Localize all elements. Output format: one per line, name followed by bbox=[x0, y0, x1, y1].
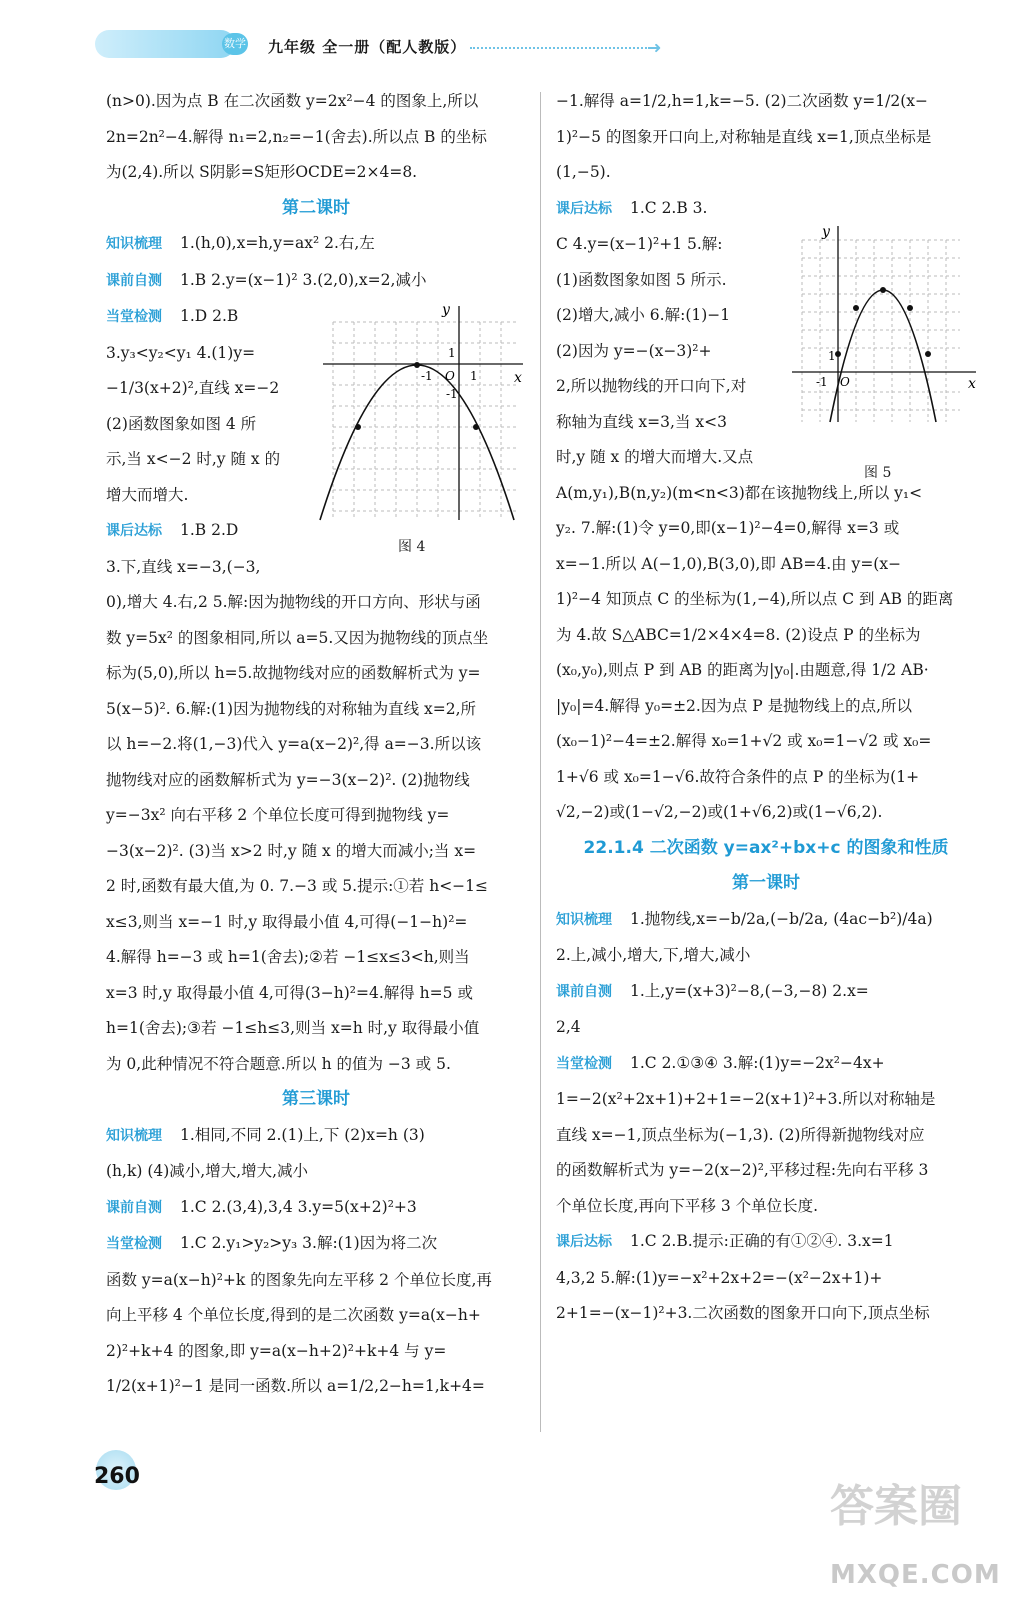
text-line: x=−1.所以 A(−1,0),B(3,0),即 AB=4.由 y=(x− bbox=[556, 554, 902, 573]
answer-text: 1.D 2.B bbox=[180, 307, 239, 325]
text-line: x=3 时,y 取得最小值 4,可得(3−h)²=4.解得 h=5 或 bbox=[106, 983, 473, 1002]
tick-label: -1 bbox=[446, 387, 458, 401]
answer-text: 1.C 2.y₁>y₂>y₃ 3.解:(1)因为将二次 bbox=[180, 1234, 438, 1252]
text-line: −1/3(x+2)²,直线 x=−2 bbox=[106, 379, 280, 397]
figure-5-caption: 图 5 bbox=[864, 465, 892, 481]
answer-text: 1.C 2.B 3. bbox=[630, 198, 708, 217]
tag-label: 课前自测 bbox=[556, 983, 612, 1000]
tag-label: 知识梳理 bbox=[556, 911, 612, 928]
answer-text: 1.B 2.D bbox=[180, 521, 239, 539]
text-line: y=−3x² 向右平移 2 个单位长度可得到抛物线 y= bbox=[106, 806, 450, 824]
curve-point bbox=[835, 351, 841, 357]
section-title-lesson2: 第二课时 bbox=[282, 197, 350, 218]
text-line: h=1(舍去);③若 −1≤h≤3,则当 x=h 时,y 取得最小值 bbox=[106, 1019, 480, 1037]
text-line: 2n=2n²−4.解得 n₁=2,n₂=−1(舍去).所以点 B 的坐标 bbox=[106, 127, 487, 146]
text-line: (x₀−1)²−4=±2.解得 x₀=1+√2 或 x₀=1−√2 或 x₀= bbox=[556, 732, 932, 750]
grid bbox=[802, 240, 960, 422]
figure-4-caption: 图 4 bbox=[398, 539, 426, 555]
axis-label-x: x bbox=[968, 376, 976, 392]
text-line: −3(x−2)². (3)当 x>2 时,y 随 x 的增大而减小;当 x= bbox=[106, 841, 477, 860]
text-line: (1,−5). bbox=[556, 163, 611, 181]
tick-label: 1 bbox=[828, 349, 836, 363]
text-line: (n>0).因为点 B 在二次函数 y=2x²−4 的图象上,所以 bbox=[106, 92, 479, 110]
text-line bbox=[556, 974, 976, 1011]
text-line: 3.y₃<y₂<y₁ 4.(1)y= bbox=[106, 343, 256, 362]
text-line: 5(x−5)². 6.解:(1)因为抛物线的对称轴为直线 x=2,所 bbox=[106, 699, 477, 718]
text-line: 示,当 x<−2 时,y 随 x 的 bbox=[106, 450, 281, 468]
text-line: 1)²−4 知顶点 C 的坐标为(1,−4),所以点 C 到 AB 的距离 bbox=[556, 590, 954, 608]
curve-point bbox=[925, 351, 931, 357]
header-title: 九年级 全一册（配人教版） bbox=[268, 38, 467, 56]
answer-text: 1.C 2.①③④ 3.解:(1)y=−2x²−4x+ bbox=[630, 1053, 885, 1072]
section-title-lesson1: 第一课时 bbox=[732, 873, 800, 893]
tag-label: 知识梳理 bbox=[106, 236, 162, 252]
text-line: (2)因为 y=−(x−3)²+ bbox=[556, 341, 712, 360]
text-line: 2)²+k+4 的图象,即 y=a(x−h+2)²+k+4 与 y= bbox=[106, 1341, 447, 1360]
tag-label: 当堂检测 bbox=[556, 1055, 612, 1072]
curve-point bbox=[853, 305, 859, 311]
text-line: 4,3,2 5.解:(1)y=−x²+2x+2=−(x²−2x+1)+ bbox=[556, 1268, 883, 1287]
watermark bbox=[820, 1470, 1000, 1590]
figure-5-graph bbox=[790, 222, 980, 452]
answer-text: 1.抛物线,x=−b/2a,(−b/2a, (4ac−b²)/4a) bbox=[630, 909, 933, 928]
text-line: 2,所以抛物线的开口向下,对 bbox=[556, 377, 747, 395]
section-number: 22.1.4 bbox=[583, 837, 644, 858]
grid bbox=[333, 322, 518, 520]
text-line bbox=[106, 1190, 526, 1227]
text-line: 时,y 随 x 的增大而增大.又点 bbox=[556, 448, 754, 466]
text-line bbox=[106, 1226, 526, 1263]
text-line: 数 y=5x² 的图象相同,所以 a=5.又因为抛物线的顶点坐 bbox=[106, 628, 489, 647]
tick-label: 1 bbox=[470, 369, 478, 383]
curve-point bbox=[880, 287, 886, 293]
text-line: 增大而增大. bbox=[106, 485, 189, 504]
axis-label-y: y bbox=[442, 302, 450, 318]
text-line: (x₀,y₀),则点 P 到 AB 的距离为|y₀|.由题意,得 1/2 AB· bbox=[556, 661, 929, 679]
tag-label: 课后达标 bbox=[106, 523, 162, 539]
text-line: 以 h=−2.将(1,−3)代入 y=a(x−2)²,得 a=−3.所以该 bbox=[106, 735, 482, 753]
text-line: 1)²−5 的图象开口向上,对称轴是直线 x=1,顶点坐标是 bbox=[556, 127, 932, 146]
text-line: 为 4.故 S△ABC=1/2×4×4=8. (2)设点 P 的坐标为 bbox=[556, 625, 921, 644]
tag-label: 课前自测 bbox=[106, 272, 162, 289]
text-line: 抛物线对应的函数解析式为 y=−3(x−2)². (2)抛物线 bbox=[106, 770, 470, 789]
answer-text: 1.上,y=(x+3)²−8,(−3,−8) 2.x= bbox=[630, 981, 869, 1000]
text-line: 为 0,此种情况不符合题意.所以 h 的值为 −3 或 5. bbox=[106, 1054, 451, 1073]
text-line: (h,k) (4)减小,增大,增大,减小 bbox=[106, 1162, 309, 1180]
text-line: (2)增大,减小 6.解:(1)−1 bbox=[556, 306, 731, 324]
text-line bbox=[556, 1224, 976, 1261]
subject-badge: 数学 bbox=[222, 33, 248, 55]
curve-point bbox=[473, 424, 479, 430]
tag-label: 知识梳理 bbox=[106, 1127, 162, 1144]
text-line: y₂. 7.解:(1)令 y=0,即(x−1)²−4=0,解得 x=3 或 bbox=[556, 519, 900, 537]
answer-text: 1.相同,不同 2.(1)上,下 (2)x=h (3) bbox=[180, 1125, 425, 1144]
text-line: 函数 y=a(x−h)²+k 的图象先向左平移 2 个单位长度,再 bbox=[106, 1270, 492, 1289]
answer-text: 1.C 2.(3,4),3,4 3.y=5(x+2)²+3 bbox=[180, 1197, 417, 1216]
figure-4-graph bbox=[318, 300, 530, 525]
tag-label: 课前自测 bbox=[106, 1199, 162, 1216]
text-line: 1=−2(x²+2x+1)+2+1=−2(x+1)²+3.所以对称轴是 bbox=[556, 1090, 936, 1108]
text-line: 的函数解析式为 y=−2(x−2)²,平移过程:先向右平移 3 bbox=[556, 1161, 929, 1179]
watermark-logo: 答案圈 bbox=[830, 1481, 962, 1532]
text-line: |y₀|=4.解得 y₀=±2.因为点 P 是抛物线上的点,所以 bbox=[556, 696, 913, 715]
tag-label: 当堂检测 bbox=[106, 1236, 162, 1252]
text-line: 个单位长度,再向下平移 3 个单位长度. bbox=[556, 1196, 819, 1215]
text-line: 2+1=−(x−1)²+3.二次函数的图象开口向下,顶点坐标 bbox=[556, 1304, 930, 1322]
arrow-icon: ➜ bbox=[648, 38, 662, 57]
header-band bbox=[95, 30, 235, 58]
text-line: 向上平移 4 个单位长度,得到的是二次函数 y=a(x−h+ bbox=[106, 1306, 481, 1324]
tick-label: -1 bbox=[816, 375, 828, 389]
text-line: √2,−2)或(1−√2,−2)或(1+√6,2)或(1−√6,2). bbox=[556, 803, 883, 821]
tag-label: 当堂检测 bbox=[106, 309, 162, 325]
text-line: 1+√6 或 x₀=1−√6.故符合条件的点 P 的坐标为(1+ bbox=[556, 767, 920, 786]
answer-text: 1.B 2.y=(x−1)² 3.(2,0),x=2,减小 bbox=[180, 270, 427, 289]
left-column bbox=[106, 84, 526, 1405]
answer-text: 1.C 2.B.提示:正确的有①②④. 3.x=1 bbox=[630, 1232, 894, 1250]
text-line: −1.解得 a=1/2,h=1,k=−5. (2)二次函数 y=1/2(x− bbox=[556, 92, 928, 110]
axis-label-x: x bbox=[514, 370, 522, 386]
page-number: 260 bbox=[94, 1464, 140, 1489]
text-line: 标为(5,0),所以 h=5.故抛物线对应的函数解析式为 y= bbox=[106, 664, 481, 682]
text-line bbox=[556, 1046, 976, 1083]
section-heading-text: 二次函数 y=ax²+bx+c 的图象和性质 bbox=[649, 837, 949, 858]
curve-point bbox=[907, 305, 913, 311]
text-line: 2,4 bbox=[556, 1018, 581, 1036]
text-line: C 4.y=(x−1)²+1 5.解: bbox=[556, 235, 723, 253]
section-heading-22-1-4 bbox=[556, 831, 976, 867]
text-line bbox=[106, 263, 526, 300]
text-line bbox=[106, 1118, 526, 1155]
answer-text: 1.(h,0),x=h,y=ax² 2.右,左 bbox=[180, 234, 375, 252]
tag-label: 课后达标 bbox=[556, 200, 612, 217]
text-line: 3.下,直线 x=−3,(−3, bbox=[106, 557, 261, 576]
column-divider bbox=[540, 92, 541, 1432]
text-line: x≤3,则当 x=−1 时,y 取得最小值 4,可得(−1−h)²= bbox=[106, 912, 468, 931]
curve-point bbox=[355, 424, 361, 430]
origin-label: O bbox=[840, 375, 850, 389]
tag-label: 课后达标 bbox=[556, 1234, 612, 1250]
text-line: A(m,y₁),B(n,y₂)(m<n<3)都在该抛物线上,所以 y₁< bbox=[556, 483, 923, 502]
text-line: 称轴为直线 x=3,当 x<3 bbox=[556, 412, 727, 431]
text-line: 0),增大 4.右,2 5.解:因为抛物线的开口方向、形状与函 bbox=[106, 593, 481, 611]
text-line: 2 时,函数有最大值,为 0. 7.−3 或 5.提示:①若 h<−1≤ bbox=[106, 877, 489, 895]
text-line bbox=[556, 902, 976, 939]
tick-label: 1 bbox=[448, 346, 456, 360]
section-title-lesson3: 第三课时 bbox=[282, 1089, 350, 1109]
text-line: 为(2,4).所以 S阴影=S矩形OCDE=2×4=8. bbox=[106, 163, 418, 181]
watermark-site: MXQE.COM bbox=[830, 1560, 1001, 1590]
origin-label: O bbox=[445, 369, 455, 383]
text-line: (2)函数图象如图 4 所 bbox=[106, 414, 257, 433]
text-line: 1/2(x+1)²−1 是同一函数.所以 a=1/2,2−h=1,k+4= bbox=[106, 1377, 485, 1395]
tick-label: -1 bbox=[421, 369, 433, 383]
curve-point bbox=[414, 362, 420, 368]
text-line bbox=[106, 226, 526, 263]
header-dotted-line bbox=[470, 47, 650, 49]
text-line: (1)函数图象如图 5 所示. bbox=[556, 270, 727, 289]
text-line: 2.上,减小,增大,下,增大,减小 bbox=[556, 946, 751, 964]
text-line: 4.解得 h=−3 或 h=1(舍去);②若 −1≤x≤3<h,则当 bbox=[106, 948, 470, 966]
parabola-curve bbox=[830, 290, 936, 422]
page-header bbox=[0, 0, 1030, 90]
axis-label-y: y bbox=[822, 224, 830, 240]
text-line: 直线 x=−1,顶点坐标为(−1,3). (2)所得新抛物线对应 bbox=[556, 1125, 925, 1144]
